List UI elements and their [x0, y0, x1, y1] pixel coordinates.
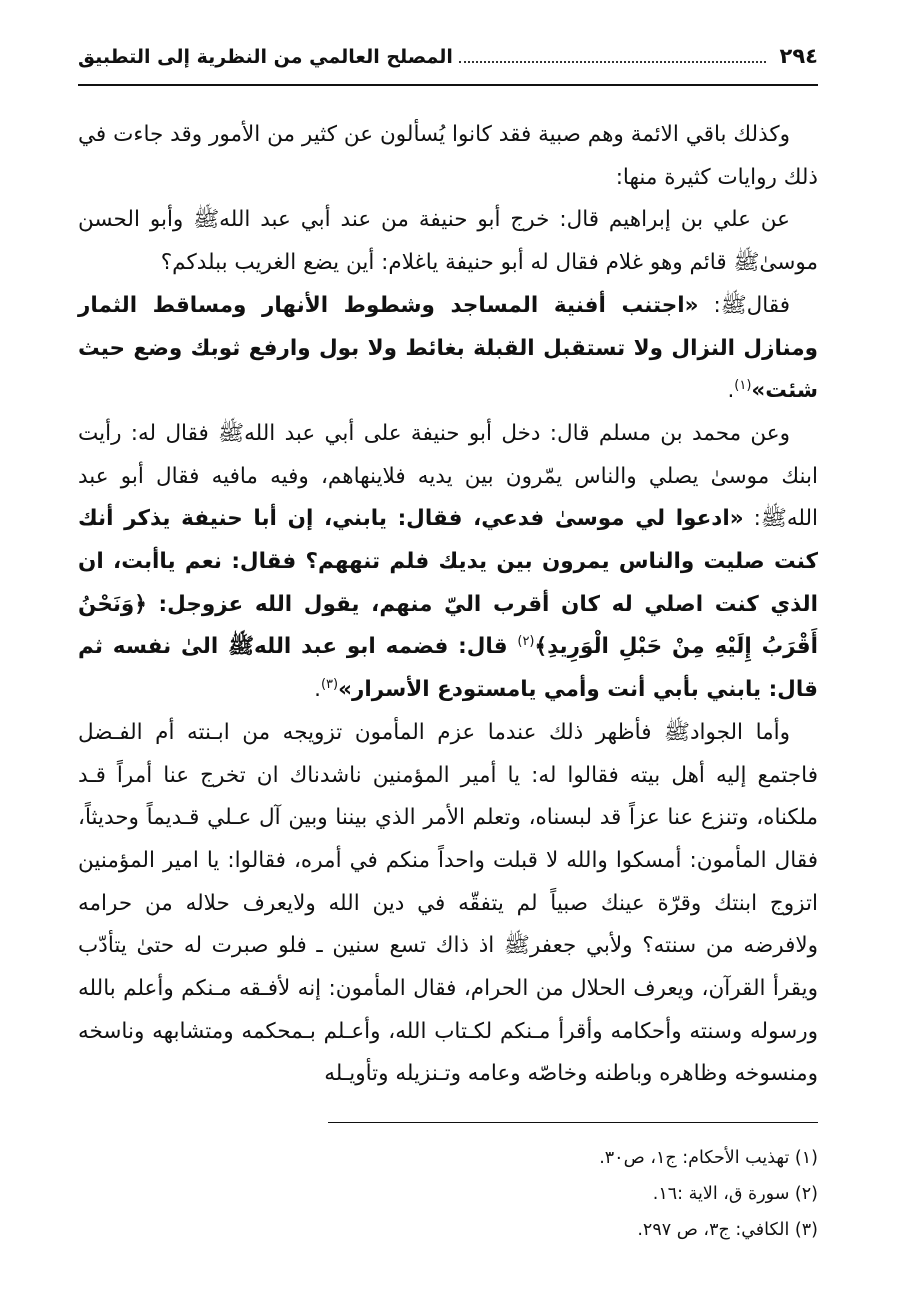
answer-end: .: [727, 378, 735, 404]
header-dot-leader: [459, 49, 766, 63]
book-title: المصلح العالمي من النظرية إلى التطبيق: [78, 46, 453, 68]
footnotes: [78, 1140, 818, 1248]
paragraph-imams-youth: وكذلك باقي الائمة وهم صبية فقد كانوا يُسألون عن كثير من الأمور وقد جاءت في ذلك روايات كثيرة منها:: [78, 122, 818, 190]
footnote-separator: [328, 1122, 818, 1123]
answer-intro: فقالﷺ:: [698, 292, 790, 318]
running-header: [78, 44, 818, 86]
paragraph-muhammad-bin-muslim: [78, 413, 818, 712]
narration-quote-part2: قال: فضمه ابو عبد اللهﷺ الىٰ نفسه ثم قال: يابني بأبي أنت وأمي يامستودع الأسرار»: [78, 634, 818, 703]
footnote-ref-2[interactable]: (٢): [517, 634, 535, 650]
narration-quote-part1: «ادعوا لي موسىٰ فدعي، فقال: يابني، إن أبا حنيفة يذكر أنك كنت صليت والناس يمرون بين يديك فلم تنههم؟ فقال: نعم ياأبت، ان الذي كنت اصلي له كان أقرب اليّ منهم، يقول الله عزوجل: ﴿وَنَحْنُ أَقْرَبُ إِلَيْهِ مِنْ حَبْلِ الْوَرِيدِ﴾: [78, 506, 818, 660]
answer-quote: «اجتنب أفنية المساجد وشطوط الأنهار ومساقط الثمار ومنازل النزال ولا تستقبل القبلة بغائط ولا بول وارفع ثوبك وضع حيث شئت»: [78, 292, 818, 404]
footnote-1: (١) تهذيب الأحكام: ج١، ص٣٠.: [599, 1148, 818, 1168]
footnote-2: (٢) سورة ق، الاية :١٦.: [652, 1184, 818, 1204]
main-text: [78, 114, 818, 1096]
narration-intro: وعن محمد بن مسلم قال: دخل أبو حنيفة على أبي عبد اللهﷺ فقال له: رأيت ابنك موسىٰ يصلي والناس يمّرون بين يديه فلاينهاهم، وفيه مافيه فقال أبو عبد اللهﷺ:: [78, 420, 818, 532]
book-page: [78, 44, 818, 1274]
paragraph-al-jawad-marriage: وأما الجوادﷺ فأظهر ذلك عندما عزم المأمون تزويجه من ابـنته أم الفـضل فاجتمع إليه أهل بيته فقالوا له: يا أمير المؤمنين ناشدناك ان تخرج عنا أمراً قـد ملكناه، وتنزع عنا عزاً قد لبسناه، وتعلم الأمر الذي بيننا وبين آل عـلي قـديماً وحديثاً، فقال المأمون: أمسكوا والله لا قبلت واحداً منكم في أمره، فقالوا: يا امير المؤمنين اتزوج ابنتك وقرّة عينك صبياً لم يتفقّه في دين الله ولايعرف حلاله من حرامه ولافرضه من سنته؟ ولأبي جعفرﷺ اذ ذاك تسع سنين ـ فلو صبرت له حتىٰ يتأدّب ويقرأ القرآن، ويعرف الحلال من الحرام، فقال المأمون: إنه لأفـقه مـنكم وأعلم بالله ورسوله وسنته وأحكامه وأقرأ مـنكم لكـتاب الله، وأعـلم بـمحكمه ومتشابهه وناسخه ومنسوخه وظاهره وباطنه وخاصّه وعامه وتـنزيله وتأويـله: [78, 719, 818, 1087]
paragraph-musa-answer: [78, 285, 818, 413]
narration-end: .: [314, 677, 321, 703]
footnote-3: (٣) الكافي: ج٣، ص ٢٩٧.: [637, 1220, 818, 1240]
footnote-ref-3[interactable]: (٣): [320, 676, 339, 692]
paragraph-abu-hanifa-question: عن علي بن إبراهيم قال: خرج أبو حنيفة من عند أبي عبد اللهﷺ وأبو الحسن موسىٰﷺ قائم وهو غلام فقال له أبو حنيفة ياغلام: أين يضع الغريب ببلدكم؟: [78, 207, 818, 276]
footnote-ref-1[interactable]: (١): [734, 378, 752, 394]
page-number: ٢٩٤: [779, 44, 818, 68]
